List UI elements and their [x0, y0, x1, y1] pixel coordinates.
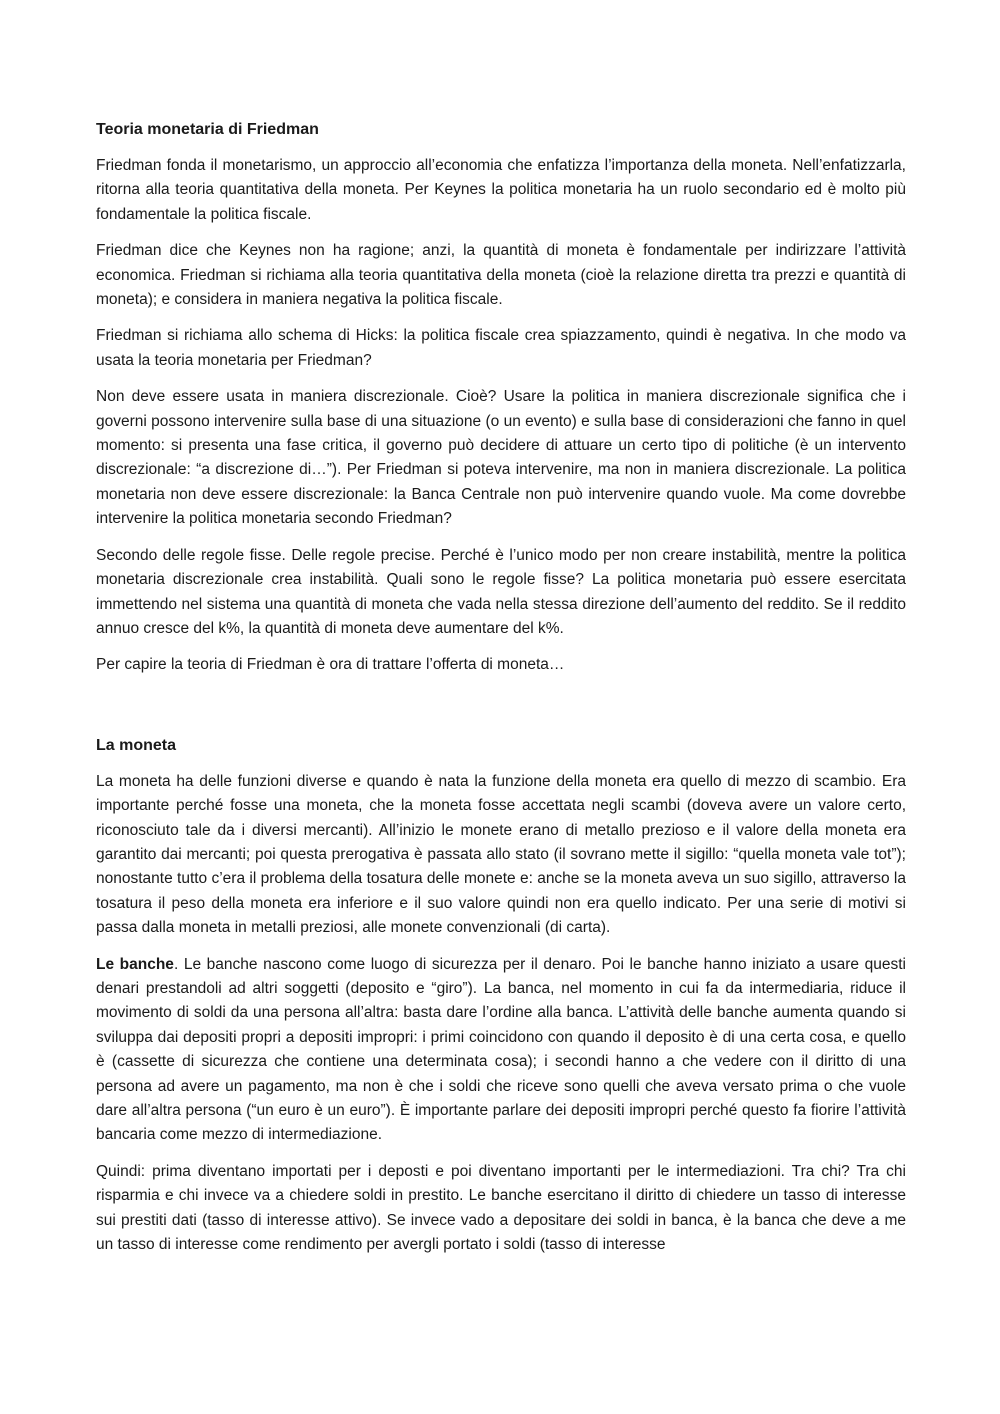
- section-title-friedman: Teoria monetaria di Friedman: [96, 121, 319, 138]
- section-title-moneta: La moneta: [96, 736, 177, 754]
- banche-body-text: . Le banche nascono come luogo di sicurezza per il denaro. Poi le banche hanno iniziato a usare questi denari prestandoli ad altri soggetti (deposito e “giro”). La banca, nel momento in cui fa da intermediaria, riduce il movimento di soldi da una persona all’altra: basta dare l’ordine alla banca. L’attività delle banche aumenta quando si sviluppa dai depositi propri a depositi impropri: i primi coincidono con quando il deposito è di una certa cosa, e quello è (cassette di sicurezza che contiene una determinata cosa); i secondi hanno a che vedere con il diritto di una persona ad avere un pagamento, ma non è che i soldi che riceve sono quelli che aveva versato prima o che vuole dare all’altra persona (“un euro è un euro”). È importante parlare dei depositi impropri perché questo fa fiorire l’attività bancaria come mezzo di intermediazione.: [96, 955, 906, 1144]
- paragraph-funzioni-moneta: La moneta ha delle funzioni diverse e quando è nata la funzione della moneta era quello di mezzo di scambio. Era importante perché fosse una moneta, che la moneta fosse accettata negli scambi (doveva avere un valore certo, riconosciuto tale da i diversi mercanti). All’inizio le monete erano di metallo prezioso e il valore della moneta era garantito dai mercanti; poi questa prerogativa è passata allo stato (il sovrano mette il sigillo: “quella moneta vale tot”); nonostante tutto c’era il problema della tosatura delle monete e: anche se la moneta aveva un suo sigillo, attraverso la tosatura il peso della moneta era inferiore e il suo valore quindi non era quello indicato. Per una serie di motivi si passa dalla moneta in metalli preziosi, alle monete convenzionali (di carta).: [96, 772, 906, 937]
- banche-lead-bold: Le banche: [96, 955, 174, 973]
- paragraph-discrezionale: Non deve essere usata in maniera discrezionale. Cioè? Usare la politica in maniera discrezionale significa che i governi possono intervenire sulla base di una situazione (o un evento) e sulla base di considerazioni che fanno in quel momento: si presenta una fase critica, il governo può decidere di attuare un certo tipo di politiche (è un intervento discrezionale: “a discrezione di…”). Per Friedman si poteva intervenire, ma non in maniera discrezionale. La politica monetaria non deve essere discrezionale: la Banca Centrale non può intervenire quando vuole. Ma come dovrebbe intervenire la politica monetaria secondo Friedman?: [96, 388, 906, 528]
- paragraph-offerta-moneta: Per capire la teoria di Friedman è ora di trattare l’offerta di moneta…: [96, 656, 565, 674]
- paragraph-intermediazioni: Quindi: prima diventano importati per i deposti e poi diventano importanti per le intermediazioni. Tra chi? Tra chi risparmia e chi invece va a chiedere soldi in prestito. Le banche esercitano il diritto di chiedere un tasso di interesse sui prestiti dati (tasso di interesse attivo). Se invece vado a depositare dei soldi in banca, è la banca che deve a me un tasso di interesse come rendimento per avergli portato i soldi (tasso di interesse: [96, 1162, 906, 1254]
- paragraph-regole-fisse: Secondo delle regole fisse. Delle regole precise. Perché è l’unico modo per non creare instabilità, mentre la politica monetaria discrezionale crea instabilità. Quali sono le regole fisse? La politica monetaria può essere esercitata immettendo nel sistema una quantità di moneta che vada nella stessa direzione dell’aumento del reddito. Se il reddito annuo cresce del k%, la quantità di moneta deve aumentare del k%.: [96, 546, 906, 637]
- paragraph-monetarismo: Friedman fonda il monetarismo, un approccio all’economia che enfatizza l’importanza della moneta. Nell’enfatizzarla, ritorna alla teoria quantitativa della moneta. Per Keynes la politica monetaria ha un ruolo secondario ed è molto più fondamentale la politica fiscale.: [96, 157, 906, 223]
- paragraph-hicks: Friedman si richiama allo schema di Hicks: la politica fiscale crea spiazzamento, quindi è negativa. In che modo va usata la teoria monetaria per Friedman?: [96, 327, 906, 369]
- paragraph-keynes-ragione: Friedman dice che Keynes non ha ragione; anzi, la quantità di moneta è fondamentale per indirizzare l’attività economica. Friedman si richiama alla teoria quantitativa della moneta (cioè la relazione diretta tra prezzi e quantità di moneta); e considera in maniera negativa la politica fiscale.: [96, 242, 906, 309]
- document-page: [96, 118, 906, 1269]
- section-spacer: [96, 690, 906, 734]
- paragraph-banche: [96, 953, 906, 1148]
